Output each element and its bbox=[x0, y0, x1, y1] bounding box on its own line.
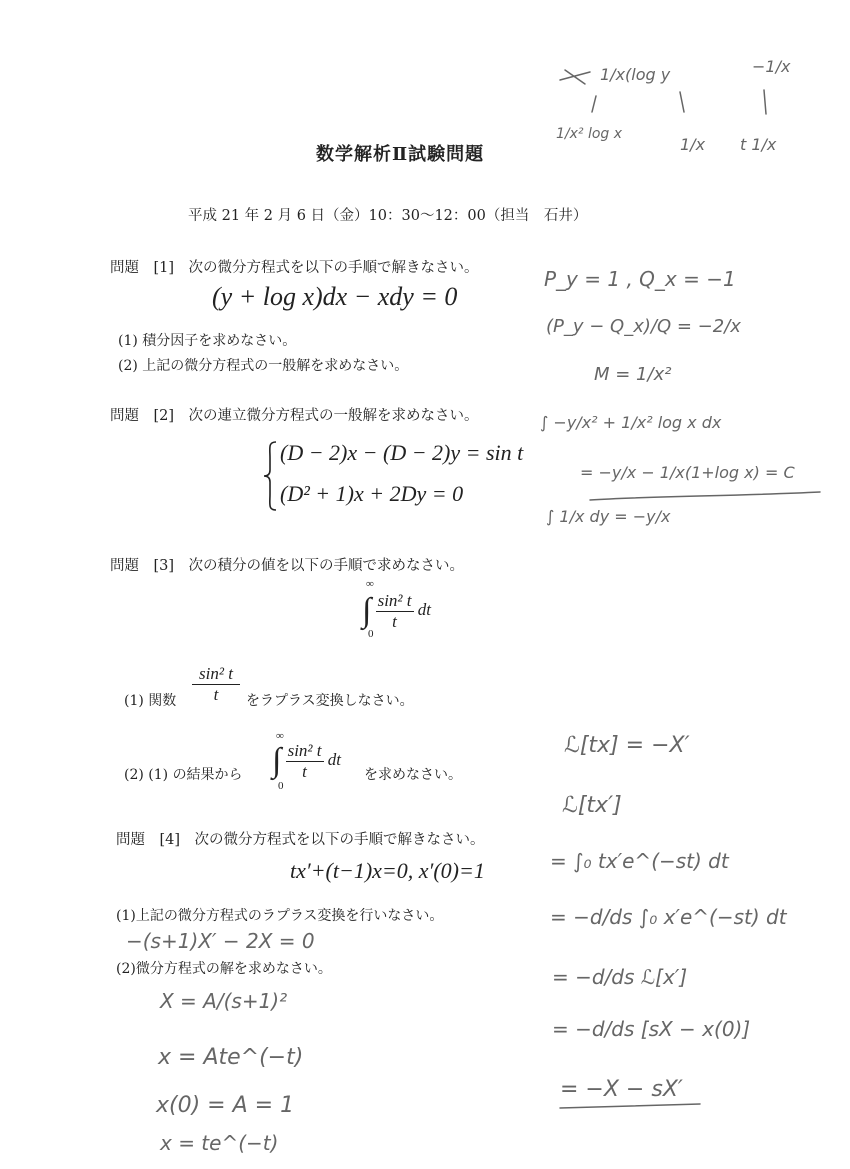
hw-top-4: 1/x bbox=[680, 135, 706, 154]
q4-item-1: (1)上記の微分方程式のラプラス変換を行いなさい。 bbox=[116, 908, 444, 924]
system-brace bbox=[262, 440, 278, 512]
q4-item-2: (2)微分方程式の解を求めなさい。 bbox=[116, 961, 332, 977]
q1-equation: (y + log x)dx − xdy = 0 bbox=[212, 282, 458, 311]
q3-item-1-suffix: をラプラス変換しなさい。 bbox=[246, 693, 414, 709]
q1-header: 問題 [1] 次の微分方程式を以下の手順で解きなさい。 bbox=[110, 260, 479, 276]
q3-integral: ∞ ∫ 0 $\frac{\text{sin² t}}{t}$ dt bbox=[362, 578, 431, 640]
hw-laplace-3: = ∫₀ tx′e^(−st) dt bbox=[550, 849, 729, 873]
hw-right-5: = −y/x − 1/x(1+log x) = C bbox=[580, 463, 795, 482]
hw-laplace-1: ℒ[tx] = −X′ bbox=[564, 733, 690, 758]
hw-right-4: ∫ −y/x² + 1/x² log x dx bbox=[540, 413, 722, 432]
hw-right-3: M = 1/x² bbox=[594, 364, 672, 385]
q1-item-2: (2) 上記の微分方程式の一般解を求めなさい。 bbox=[118, 358, 409, 374]
hw-top-1: 1/x(log y bbox=[600, 65, 671, 84]
q3-item-2-suffix: を求めなさい。 bbox=[364, 767, 462, 783]
integral-fraction: $\frac{\text{sin² t}}{t}$ bbox=[377, 590, 412, 631]
page-title: 数学解析Ⅱ試験問題 bbox=[316, 144, 485, 165]
integral-upper-limit: ∞ bbox=[366, 578, 374, 590]
hw-left-4: x(0) = A = 1 bbox=[156, 1093, 295, 1118]
hw-right-6: ∫ 1/x dy = −y/x bbox=[546, 507, 671, 526]
q4-header: 問題 [4] 次の微分方程式を以下の手順で解きなさい。 bbox=[116, 832, 485, 848]
hw-left-5: x = te^(−t) bbox=[160, 1131, 279, 1155]
q1-item-1: (1) 積分因子を求めなさい。 bbox=[118, 333, 297, 349]
q2-equation-1: (D − 2)x − (D − 2)y = sin t bbox=[280, 440, 524, 465]
q3-item-1-fraction: $\frac{\text{sin² t}}{t}$ bbox=[192, 664, 240, 705]
integral-sign: ∞ ∫ 0 bbox=[362, 578, 374, 640]
hw-top-3: 1/x² log x bbox=[556, 126, 623, 142]
q4-equation: tx′+(t−1)x=0, x′(0)=1 bbox=[290, 858, 485, 883]
hw-laplace-5: = −d/ds ℒ[x′] bbox=[552, 965, 688, 989]
hw-right-2: (P_y − Q_x)/Q = −2/x bbox=[546, 316, 741, 337]
q3-item-2-integral: ∞ ∫ 0 $\frac{\text{sin² t}}{t}$ dt bbox=[272, 730, 341, 792]
hw-laplace-7: = −X − sX′ bbox=[560, 1077, 683, 1102]
hw-left-2: X = A/(s+1)² bbox=[160, 989, 288, 1013]
q3-item-1-prefix: (1) 関数 bbox=[124, 693, 177, 709]
hw-laplace-6: = −d/ds [sX − x(0)] bbox=[552, 1017, 751, 1041]
hw-left-3: x = Ate^(−t) bbox=[158, 1045, 304, 1070]
hw-laplace-2: ℒ[tx′] bbox=[562, 793, 622, 818]
q2-header: 問題 [2] 次の連立微分方程式の一般解を求めなさい。 bbox=[110, 408, 479, 424]
laplace-notes bbox=[550, 733, 788, 1108]
hw-top-5: t 1/x bbox=[740, 135, 777, 154]
q2-equation-2: (D² + 1)x + 2Dy = 0 bbox=[280, 481, 464, 506]
hw-left-1: −(s+1)X′ − 2X = 0 bbox=[126, 929, 315, 953]
exam-date-line: 平成 21 年 2 月 6 日（金）10：30〜12：00（担当 石井） bbox=[188, 208, 588, 224]
integral-lower-limit: 0 bbox=[368, 628, 374, 640]
right-notes bbox=[540, 267, 820, 526]
top-right-notes bbox=[556, 57, 791, 154]
hw-laplace-4: = −d/ds ∫₀ x′e^(−st) dt bbox=[550, 905, 787, 929]
q3-header: 問題 [3] 次の積分の値を以下の手順で求めなさい。 bbox=[110, 558, 465, 574]
hw-top-2: −1/x bbox=[752, 57, 791, 76]
hw-right-1: P_y = 1 , Q_x = −1 bbox=[544, 267, 736, 291]
q3-item-2-prefix: (2) (1) の結果から bbox=[124, 767, 243, 783]
